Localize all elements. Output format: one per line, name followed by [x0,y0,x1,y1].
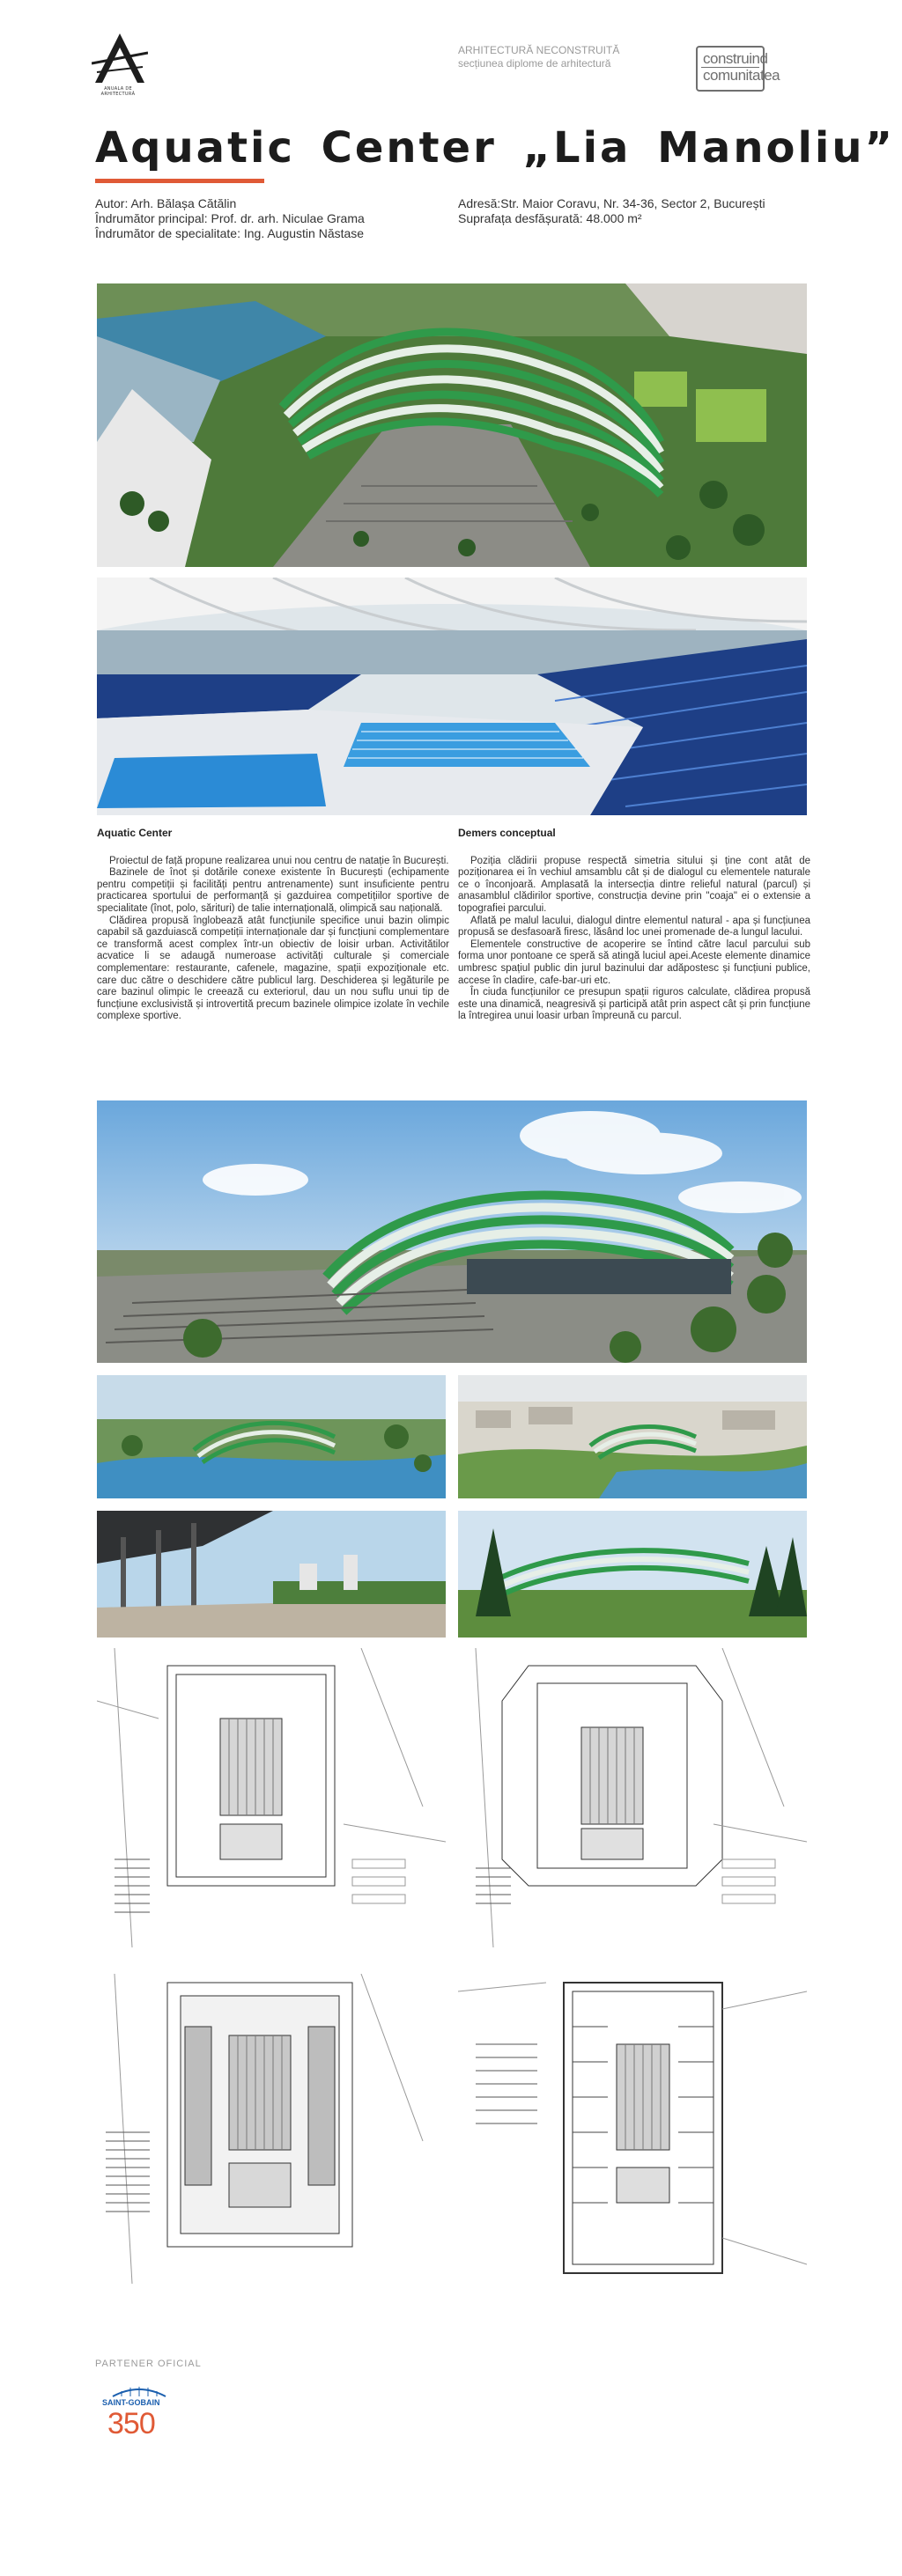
right-paragraph-3: Elementele constructive de acoperire se întind către lacul parcului sub forma unor pontoane ce speră să atingă luciul apei.Aceste elemente dinamice umbresc spațiul public din jurul bazinului dar adăpostesc și funcțiuni publice, accese în cladire, cafe-bar-uri etc. [458,938,810,986]
aerial-context-render [458,1375,807,1498]
section-line2: secțiunea diplome de arhitectură [458,57,611,70]
saint-gobain-logo [95,2382,201,2453]
lake-render [97,1375,446,1498]
left-paragraph-2: Bazinele de înot și dotările conexe existente în București (echipamente pentru competiții și facilități pentru antrenamente) sunt insuficiente pentru practicarea sportului de performanță și gazduirea competițiilor sportive de specialitate (înot, polo, sărituri) de talie internațională, olimpică sau națională. [97,867,449,914]
right-paragraph-1: Poziția clădirii propuse respectă simetria sitului și ține cont atât de poziționarea ei în vechiul amsamblu cât și de dialogul cu elementele naturale ce o înconjoară. Amplasată la intersecția dintre relieful natural (parcul) și anasamblul clădirilor sportive, construcția devine prin "coaja" ei o extensie a topografiei parcului. [458,855,810,914]
floor-area: Suprafața desfășurată: 48.000 m² [458,211,642,225]
competition-pool [344,723,590,767]
construind-comunitatea-badge [696,46,780,92]
forest-render [458,1511,807,1638]
aerial-render [97,283,807,567]
exterior-render [97,1100,807,1363]
partner-label: PARTENER OFICIAL [95,2359,202,2369]
left-paragraph-1: Proiectul de față propune realizarea unui nou centru de natație în București. [109,855,449,866]
section-line1: ARHITECTURĂ NECONSTRUITĂ [458,44,620,56]
sponsor-number: 350 [107,2407,155,2440]
right-paragraph-2: Aflată pe malul lacului, dialogul dintre elementul natural - apa și funcțiunea propusă se desfasoară firesc, lăsând loc unei promenade de-a lungul lacului. [458,915,810,938]
address: Adresă:Str. Maior Coravu, Nr. 34-36, Sector 2, București [458,196,765,210]
badge-line2: comunitatea [703,67,780,84]
right-heading: Demers conceptual [458,827,556,839]
floor-plan-2 [458,1648,807,1947]
floor-plan-3 [97,1974,446,2284]
section-label [458,44,619,70]
right-paragraph-4: În ciuda funcțiunilor ce presupun spații riguros calculate, clădirea propusă este una dinamică, neagresivă și participă atât prin aspect cât și prin funcțiune la întregirea unui loasir urban împreună cu parcul. [458,987,810,1022]
project-info [458,196,765,226]
page-title: Aquatic Center „Lia Manoliu” [95,123,896,173]
title-underline [95,179,264,183]
promenade-render [97,1511,446,1638]
diving-pool [97,754,326,808]
bridge-icon [104,2382,210,2400]
sponsor-name: SAINT-GOBAIN [102,2398,160,2407]
author: Autor: Arh. Bălașa Cătălin [95,196,237,210]
logo-caption: ANUALA DE ARHITECTURĂ [100,86,136,97]
anuala-logo [92,32,180,102]
project-credits [95,196,365,241]
floor-plan-1 [97,1648,446,1947]
conceptual-text [458,828,810,1023]
left-heading: Aquatic Center [97,827,173,839]
anuala-a-icon [92,32,148,85]
interior-render [97,578,807,815]
floor-plan-4 [458,1974,807,2284]
badge-line1: construind [703,50,768,67]
coordinator: Îndrumător principal: Prof. dr. arh. Niculae Grama [95,211,365,225]
aquatic-center-text [97,828,449,1023]
left-paragraph-3: Clădirea propusă înglobează atât funcțiunile specifice unui bazin olimpic capabil să gazduiască competiții internaționale dar și funcțiuni complementare ce transformă acest complex într-un obiectiv de loisir urban. Activitătilor acvatice li se adaugă numeroase activități culturale și comerciale complementare: restaurante, cafenele, magazine, spații expoziționale etc. care duc către o deschidere către publicul larg. Deschiderea și legăturile pe care bazinul olimpic le creează cu exteriorul, dau un nou suflu unui tip de funcțiune exclusivistă și introvertită precum bazinele olimpice izolate în vechile complexe sportive. [97,915,449,1022]
specialist: Îndrumător de specialitate: Ing. Augustin Năstase [95,226,365,240]
